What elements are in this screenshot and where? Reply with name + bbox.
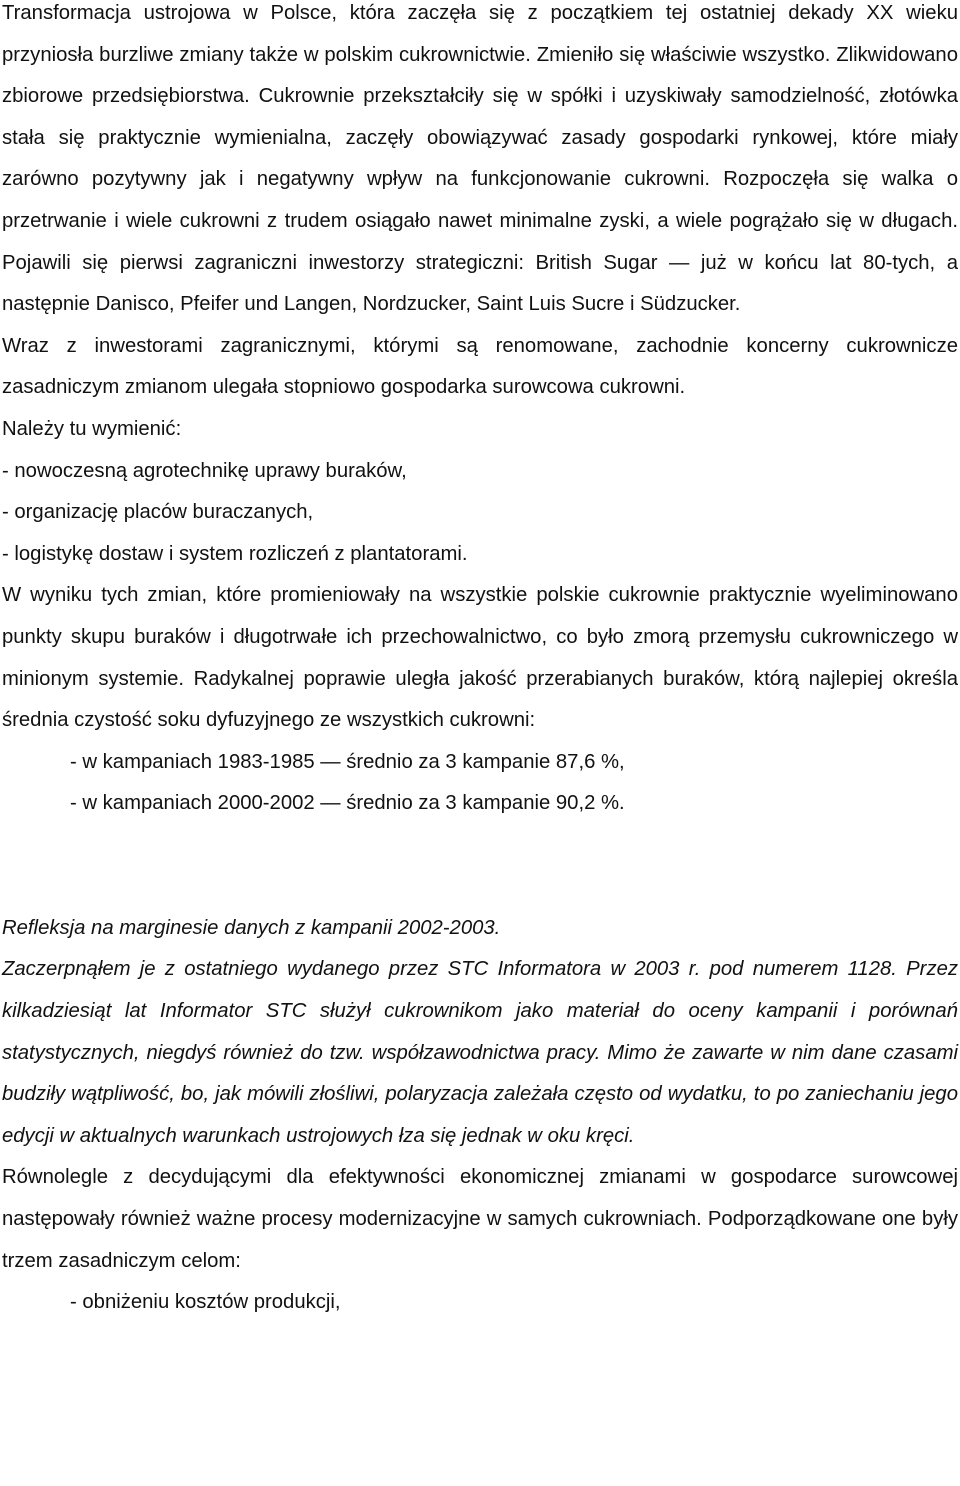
purity-item: - w kampaniach 1983-1985 — średnio za 3 kampanie 87,6 %, (70, 750, 625, 773)
reflection-title: Refleksja na marginesie danych z kampanii 2002-2003. (2, 916, 501, 939)
list-item: - logistykę dostaw i system rozliczeń z plantatorami. (2, 542, 468, 565)
goal-item: - obniżeniu kosztów produkcji, (70, 1291, 341, 1314)
purity-item: - w kampaniach 2000-2002 — średnio za 3 kampanie 90,2 %. (70, 792, 625, 815)
reflection-paragraph: Zaczerpnąłem je z ostatniego wydanego przez STC Informatora w 2003 r. pod numerem 1128. Przez kilkadziesiąt lat Informator STC służył cukrownikom jako materiał do oceny kampanii i porównań statystycznych, niegdyś również do tzw. współzawodnictwa pracy. Mimo że zawarte w nim dane czasami budziły wątpliwość, bo, jak mówili złośliwi, polaryzacja zależała często od wydatku, to po zaniechaniu jego edycji w aktualnych warunkach ustrojowych łza się jednak w oku kręci. (2, 958, 958, 1147)
investors-paragraph: Wraz z inwestorami zagranicznymi, którymi są renomowane, zachodnie koncerny cukrownicze zasadniczym zmianom ulegała stopniowo gospodarka surowcowa cukrowni. (2, 334, 958, 399)
results-paragraph: W wyniku tych zmian, które promieniowały na wszystkie polskie cukrownie praktycznie wyeliminowano punkty skupu buraków i długotrwałe ich przechowalnictwo, co było zmorą przemysłu cukrowniczego w minionym systemie. Radykalnej poprawie uległa jakość przerabianych buraków, którą najlepiej określa średnia czystość soku dyfuzyjnego ze wszystkich cukrowni: (2, 584, 958, 732)
list-item: - nowoczesną agrotechnikę uprawy buraków, (2, 459, 407, 482)
list-intro: Należy tu wymienić: (2, 417, 182, 440)
parallel-paragraph: Równolegle z decydującymi dla efektywności ekonomicznej zmianami w gospodarce surowcowej następowały również ważne procesy modernizacyjne w samych cukrowniach. Podporządkowane one były trzem zasadniczym celom: (2, 1166, 958, 1272)
list-item: - organizację placów buraczanych, (2, 501, 314, 524)
intro-paragraph: Transformacja ustrojowa w Polsce, która zaczęła się z początkiem tej ostatniej dekady XX wieku przyniosła burzliwe zmiany także w polskim cukrownictwie. Zmieniło się właściwie wszystko. Zlikwidowano zbiorowe przedsiębiorstwa. Cukrownie przekształciły się w spółki i uzyskiwały samodzielność, złotówka stała się praktycznie wymienialna, zaczęły obowiązywać zasady gospodarki rynkowej, które miały zarówno pozytywny jak i negatywny wpływ na funkcjonowanie cukrowni. Rozpoczęła się walka o przetrwanie i wiele cukrowni z trudem osiągało nawet minimalne zyski, a wiele pogrążało się w długach. Pojawili się pierwsi zagraniczni inwestorzy strategiczni: British Sugar — już w końcu lat 80-tych, a następnie Danisco, Pfeifer und Langen, Nordzucker, Saint Luis Sucre i Südzucker. (2, 2, 958, 316)
